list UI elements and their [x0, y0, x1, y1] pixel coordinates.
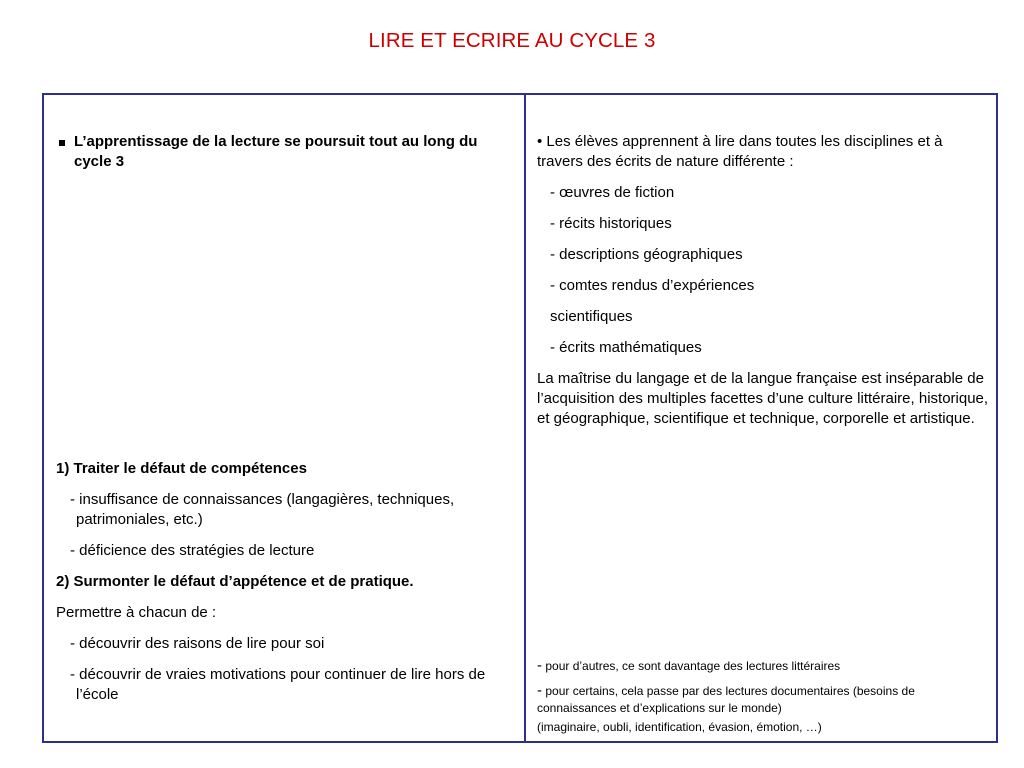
note-documentaires — [537, 682, 992, 717]
list-item-mathematiques: - écrits mathématiques — [550, 339, 702, 356]
item-motivations — [70, 665, 500, 705]
note-litteraires-text: pour d’autres, ce sont davantage des lectures littéraires — [545, 659, 841, 673]
permettre-text: Permettre à chacun de : — [56, 604, 217, 621]
left-column — [56, 95, 518, 741]
item-raisons: - découvrir des raisons de lire pour soi — [70, 635, 325, 652]
list-item-comptes-rendus: - comtes rendus d’expériences — [550, 277, 755, 294]
right-intro: • Les élèves apprennent à lire dans toutes les disciplines et à travers des écrits de nature différente : — [537, 133, 943, 170]
heading-1: 1) Traiter le défaut de compétences — [56, 460, 307, 477]
item-insuffisance-text: - insuffisance de connaissances (langagières, techniques, patrimoniales, etc.) — [70, 491, 455, 528]
item-motivations-text: - découvrir de vraies motivations pour continuer de lire hors de l’école — [70, 666, 486, 703]
item-deficience: - déficience des stratégies de lecture — [70, 542, 315, 559]
list-item-scientifiques: scientifiques — [550, 308, 633, 325]
list-item-historiques: - récits historiques — [550, 215, 672, 232]
note-imaginaire: (imaginaire, oubli, identification, évasion, émotion, …) — [537, 720, 822, 734]
right-column — [537, 95, 992, 741]
content-table — [42, 93, 998, 743]
item-insuffisance — [70, 490, 520, 530]
note-documentaires-text: pour certains, cela passe par des lectures documentaires (besoins de connaissances et d’explications sur le monde) — [537, 684, 915, 715]
list-item-geographiques: - descriptions géographiques — [550, 246, 743, 263]
note-litteraires — [537, 657, 992, 675]
page-title: LIRE ET ECRIRE AU CYCLE 3 — [368, 29, 656, 52]
square-bullet-icon — [59, 140, 65, 146]
main-bullet-text: L’apprentissage de la lecture se poursuit tout au long du cycle 3 — [74, 133, 478, 170]
note-dash: - — [537, 682, 542, 699]
note-dash: - — [537, 657, 542, 674]
heading-2: 2) Surmonter le défaut d’appétence et de pratique. — [56, 573, 414, 590]
right-paragraph: La maîtrise du langage et de la langue française est inséparable de l’acquisition des multiples facettes d’une culture littéraire, historique, et géographique, scientifique et technique, corporelle et artistique. — [537, 370, 989, 427]
column-divider — [524, 95, 526, 741]
list-item-fiction: - œuvres de fiction — [550, 184, 675, 201]
